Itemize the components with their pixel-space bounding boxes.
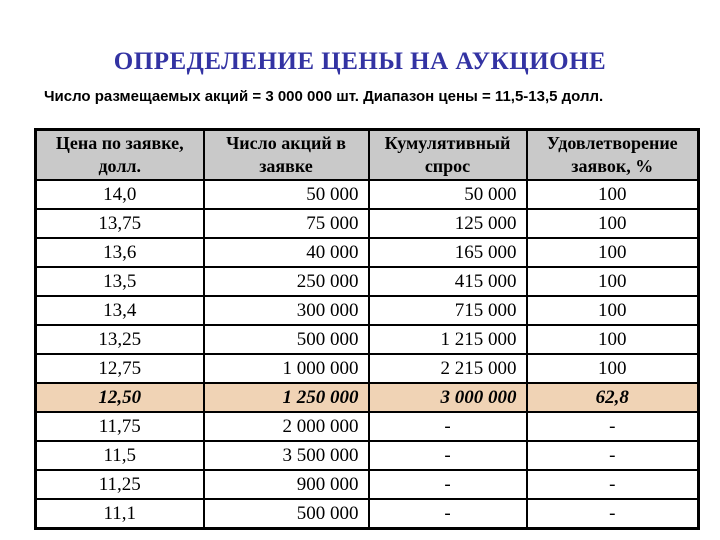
shares-cell: 500 000 <box>204 499 369 529</box>
fill-cell: 100 <box>527 325 699 354</box>
price-cell: 13,6 <box>36 238 204 267</box>
fill-cell: 100 <box>527 267 699 296</box>
price-cell: 11,75 <box>36 412 204 441</box>
cumulative-cell: 715 000 <box>369 296 527 325</box>
col-header-cumulative: Кумулятивный спрос <box>369 130 527 181</box>
shares-cell: 2 000 000 <box>204 412 369 441</box>
shares-cell: 1 000 000 <box>204 354 369 383</box>
cumulative-cell: - <box>369 441 527 470</box>
table-row <box>36 412 699 441</box>
cumulative-cell: 3 000 000 <box>369 383 527 412</box>
page-title: ОПРЕДЕЛЕНИЕ ЦЕНЫ НА АУКЦИОНЕ <box>113 48 607 75</box>
fill-cell: - <box>527 412 699 441</box>
cumulative-cell: - <box>369 412 527 441</box>
table-row <box>36 325 699 354</box>
col-header-shares: Число акций в заявке <box>204 130 369 181</box>
table-row <box>36 296 699 325</box>
cumulative-cell: 2 215 000 <box>369 354 527 383</box>
price-cell: 13,75 <box>36 209 204 238</box>
table-row <box>36 267 699 296</box>
price-cell: 13,5 <box>36 267 204 296</box>
price-cell: 13,4 <box>36 296 204 325</box>
shares-cell: 900 000 <box>204 470 369 499</box>
shares-cell: 75 000 <box>204 209 369 238</box>
shares-cell: 250 000 <box>204 267 369 296</box>
fill-cell: 100 <box>527 238 699 267</box>
cumulative-cell: 50 000 <box>369 180 527 209</box>
shares-cell: 50 000 <box>204 180 369 209</box>
table-row <box>36 383 699 412</box>
cumulative-cell: 125 000 <box>369 209 527 238</box>
cumulative-cell: 165 000 <box>369 238 527 267</box>
fill-cell: 62,8 <box>527 383 699 412</box>
fill-cell: - <box>527 470 699 499</box>
fill-cell: 100 <box>527 354 699 383</box>
table-header-row <box>36 130 699 181</box>
fill-cell: 100 <box>527 296 699 325</box>
table-row <box>36 209 699 238</box>
table-row <box>36 470 699 499</box>
shares-cell: 1 250 000 <box>204 383 369 412</box>
col-header-price: Цена по заявке, долл. <box>36 130 204 181</box>
price-cell: 14,0 <box>36 180 204 209</box>
price-cell: 12,75 <box>36 354 204 383</box>
auction-table <box>34 128 700 530</box>
table-row <box>36 238 699 267</box>
table-row <box>36 354 699 383</box>
price-cell: 11,25 <box>36 470 204 499</box>
table-row <box>36 499 699 529</box>
cumulative-cell: 1 215 000 <box>369 325 527 354</box>
price-cell: 11,1 <box>36 499 204 529</box>
col-header-fill: Удовлетворение заявок, % <box>527 130 699 181</box>
fill-cell: 100 <box>527 180 699 209</box>
table-row <box>36 441 699 470</box>
fill-cell: - <box>527 441 699 470</box>
auction-table-body <box>36 180 699 529</box>
shares-cell: 3 500 000 <box>204 441 369 470</box>
cumulative-cell: - <box>369 499 527 529</box>
shares-cell: 300 000 <box>204 296 369 325</box>
cumulative-cell: - <box>369 470 527 499</box>
price-cell: 12,50 <box>36 383 204 412</box>
fill-cell: - <box>527 499 699 529</box>
shares-cell: 40 000 <box>204 238 369 267</box>
table-row <box>36 180 699 209</box>
price-cell: 13,25 <box>36 325 204 354</box>
subtitle: Число размещаемых акций = 3 000 000 шт. Диапазон цены = 11,5-13,5 долл. <box>44 88 604 105</box>
fill-cell: 100 <box>527 209 699 238</box>
price-cell: 11,5 <box>36 441 204 470</box>
shares-cell: 500 000 <box>204 325 369 354</box>
cumulative-cell: 415 000 <box>369 267 527 296</box>
